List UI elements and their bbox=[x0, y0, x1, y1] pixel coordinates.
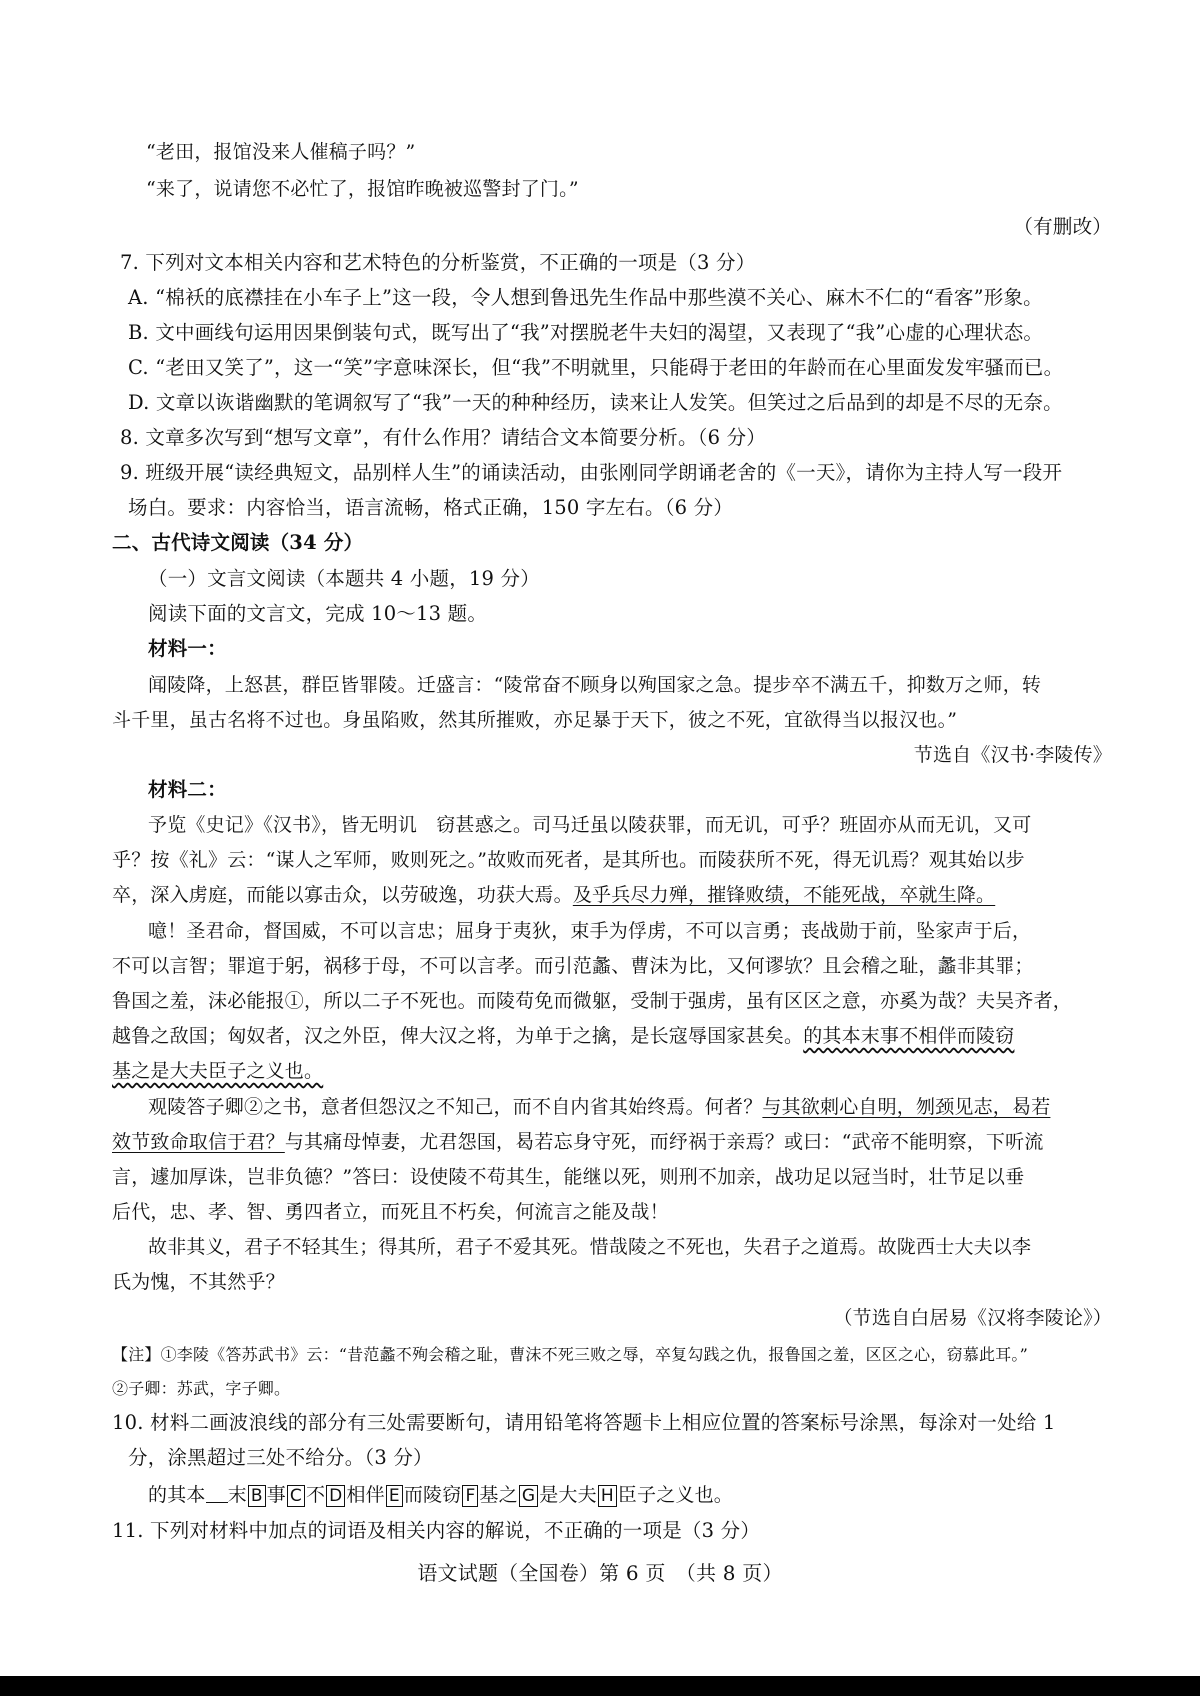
answer-box-f[interactable]: F bbox=[462, 1485, 478, 1507]
material-2-p3-line-2-text: 与其痛母悼妻，尤君怨国，曷若忘身守死，而纾祸于亲焉？或曰：“武帝不能明察，下听流 bbox=[284, 1131, 1044, 1153]
segment-5: 相伴 bbox=[346, 1484, 385, 1506]
question-9-line-2: 场白。要求：内容恰当，语言流畅，格式正确，150 字左右。（6 分） bbox=[128, 496, 734, 519]
blank-a bbox=[206, 1484, 228, 1503]
annotation-line-2: ②子卿：苏武，字子卿。 bbox=[112, 1379, 291, 1398]
underlined-sentence: 及乎兵尽力殚，摧锋败绩，不能死战，卒就生降。 bbox=[572, 884, 996, 906]
question-11: 11. 下列对材料中加点的词语及相关内容的解说，不正确的一项是（3 分） bbox=[112, 1519, 761, 1542]
material-2-p2-line-1: 噫！圣君命，督国威，不可以言忠；屈身于夷狄，束手为俘虏，不可以言勇；丧战勋于前，坠家声于后， bbox=[148, 920, 1032, 942]
segment-9: 臣子之义也。 bbox=[617, 1484, 733, 1506]
answer-box-c[interactable]: C bbox=[287, 1485, 305, 1507]
material-2-p2-line-4-text: 越鲁之敌国；匈奴者，汉之外臣，俾大汉之将，为单于之擒，是长寇辱国家甚矣。 bbox=[112, 1025, 804, 1047]
segment-3: 事 bbox=[266, 1484, 286, 1506]
answer-box-g[interactable]: G bbox=[519, 1485, 538, 1507]
material-2-p1-line-1: 予览《史记》《汉书》，皆无明讥 窃甚惑之。司马迁虽以陵获罪，而无讥，可乎？班固亦从而无讥，又可 bbox=[148, 814, 1032, 836]
material-1-line-1: 闻陵降，上怒甚，群臣皆罪陵。迁盛言：“陵常奋不顾身以殉国家之急。提步卒不满五千，抑数万之师，转 bbox=[148, 674, 1042, 696]
material-2-p2-line-5 bbox=[112, 1058, 323, 1084]
story-source: （有删改） bbox=[1013, 215, 1112, 238]
annotation-line-1: 【注】①李陵《答苏武书》云：“昔范蠡不殉会稽之耻，曹沫不死三败之辱，卒复勾践之仇，报鲁国之羞，区区之心，窃慕此耳。” bbox=[112, 1345, 1028, 1364]
material-2-p3-line-1-text: 观陵答子卿②之书，意者但怨汉之不知己，而不自内省其始终焉。何者？ bbox=[148, 1096, 763, 1118]
segment-1: 的其本 bbox=[148, 1484, 206, 1506]
material-1-line-2: 斗千里，虽古名将不过也。身虽陷败，然其所摧败，亦足暴于天下，彼之不死，宜欲得当以报汉也。” bbox=[112, 709, 958, 731]
segment-4: 不 bbox=[305, 1484, 326, 1506]
material-2-p3-line-2 bbox=[112, 1129, 1044, 1155]
material-2-label: 材料二： bbox=[148, 778, 227, 801]
material-2-p4-line-1: 故非其义，君子不轻其生；得其所，君子不爱其死。惜哉陵之不死也，失君子之道焉。故陇西士大夫以李 bbox=[148, 1236, 1032, 1258]
answer-box-h[interactable]: H bbox=[598, 1485, 617, 1507]
wavy-underlined-segment-end: 基之是大夫臣子之义也。 bbox=[112, 1060, 324, 1082]
question-9-line-1: 9. 班级开展“读经典短文，品别样人生”的诵读活动，由张刚同学朗诵老舍的《一天》，请你为主持人写一段开 bbox=[120, 461, 1063, 484]
section-2-instruction: 阅读下面的文言文，完成 10～13 题。 bbox=[148, 602, 488, 625]
material-1-label: 材料一： bbox=[148, 637, 227, 660]
story-line-2: “来了，说请您不必忙了，报馆昨晚被巡警封了门。” bbox=[146, 178, 579, 200]
material-2-p2-line-2: 不可以言智；罪逭于躬，祸移于母，不可以言孝。而引范蠡、曹沫为比，又何谬欤？且会稽之耻，蠡非其罪； bbox=[112, 955, 1034, 977]
segment-2: 末 bbox=[227, 1484, 247, 1506]
section-2-title: 二、古代诗文阅读（34 分） bbox=[112, 531, 364, 554]
story-line-1: “老田，报馆没来人催稿子吗？” bbox=[146, 141, 416, 163]
answer-option-line bbox=[148, 1482, 733, 1508]
material-1-source: 节选自《汉书·李陵传》 bbox=[913, 744, 1112, 766]
material-2-source: （节选自白居易《汉将李陵论》） bbox=[833, 1307, 1112, 1329]
question-8: 8. 文章多次写到“想写文章”，有什么作用？请结合文本简要分析。（6 分） bbox=[120, 426, 766, 449]
question-10-line-1: 10. 材料二画波浪线的部分有三处需要断句，请用铅笔将答题卡上相应位置的答案标号涂黑，每涂对一处给 1 bbox=[112, 1411, 1056, 1434]
material-2-p2-line-3: 鲁国之羞，沫必能报①，所以二子不死也。而陵苟免而微躯，受制于强虏，虽有区区之意，亦奚为哉？夫吴齐者， bbox=[112, 990, 1073, 1012]
material-2-p2-line-4 bbox=[112, 1023, 1014, 1049]
material-2-p3-line-1 bbox=[148, 1094, 1050, 1120]
question-7-option-b: B. 文中画线句运用因果倒装句式，既写出了“我”对摆脱老牛夫妇的渴望，又表现了“我”心虚的心理状态。 bbox=[128, 321, 1044, 344]
section-2-subtitle: （一）文言文阅读（本题共 4 小题，19 分） bbox=[148, 567, 540, 590]
underlined-question: 与其欲刺心自明，刎颈见志，曷若 bbox=[762, 1096, 1051, 1118]
question-7-stem: 7. 下列对文本相关内容和艺术特色的分析鉴赏，不正确的一项是（3 分） bbox=[120, 251, 756, 274]
scan-edge-bar bbox=[0, 1676, 1200, 1696]
wavy-underlined-segment: 的其本末事不相伴而陵窃 bbox=[803, 1025, 1015, 1047]
material-2-p1-line-2: 乎？按《礼》云：“谋人之军师，败则死之。”故败而死者，是其所也。而陵获所不死，得无讥焉？观其始以步 bbox=[112, 849, 1025, 871]
question-7-option-a: A. “棉袄的底襟挂在小车子上”这一段，令人想到鲁迅先生作品中那些漠不关心、麻木不仁的“看客”形象。 bbox=[128, 286, 1043, 309]
segment-8: 是大夫 bbox=[539, 1484, 597, 1506]
question-10-line-2: 分，涂黑超过三处不给分。（3 分） bbox=[128, 1446, 433, 1469]
answer-box-e[interactable]: E bbox=[386, 1485, 403, 1507]
material-2-p3-line-3: 言，遽加厚诛，岂非负德？”答曰：设使陵不苟其生，能继以死，则刑不加亲，战功足以冠当时，壮节足以垂 bbox=[112, 1166, 1025, 1188]
segment-7: 基之 bbox=[479, 1484, 518, 1506]
question-7-option-d: D. 文章以诙谐幽默的笔调叙写了“我”一天的种种经历，读来让人发笑。但笑过之后品到的却是不尽的无奈。 bbox=[128, 391, 1063, 414]
material-2-p4-line-2: 氏为愧，不其然乎？ bbox=[112, 1271, 285, 1293]
question-7-option-c: C. “老田又笑了”，这一“笑”字意味深长，但“我”不明就里，只能碍于老田的年龄而在心里面发发牢骚而已。 bbox=[128, 356, 1064, 379]
answer-box-b[interactable]: B bbox=[248, 1485, 266, 1507]
underlined-question-end: 效节致命取信于君？ bbox=[112, 1131, 285, 1153]
material-2-p1-line-3 bbox=[112, 882, 995, 908]
material-2-p3-line-4: 后代，忠、孝、智、勇四者立，而死且不朽矣，何流言之能及哉！ bbox=[112, 1201, 669, 1223]
answer-box-d[interactable]: D bbox=[326, 1485, 345, 1507]
page-footer: 语文试题（全国卷）第 6 页 （共 8 页） bbox=[417, 1561, 783, 1585]
segment-6: 而陵窃 bbox=[403, 1484, 462, 1506]
material-2-p1-line-3-text: 卒，深入虏庭，而能以寡击众，以劳破逸，功获大焉。 bbox=[112, 884, 573, 906]
